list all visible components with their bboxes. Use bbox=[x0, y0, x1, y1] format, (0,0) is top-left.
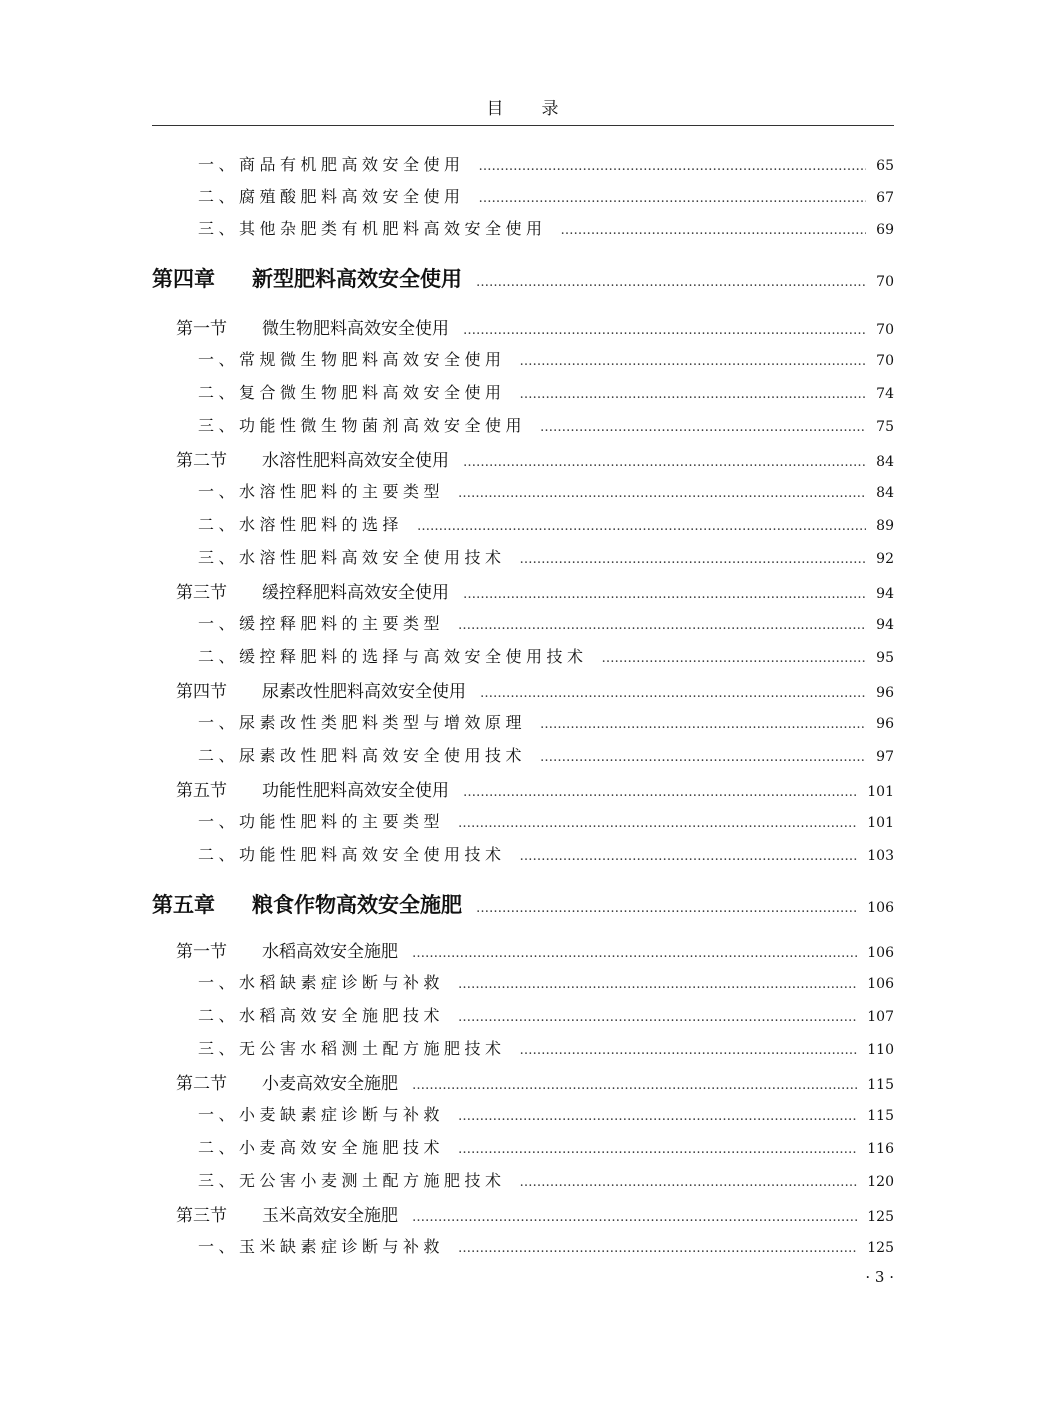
toc-entry-label: 一、尿素改性类肥料类型与增效原理 bbox=[198, 713, 527, 732]
toc-entry-label bbox=[176, 314, 449, 339]
toc-entry-label: 二、功能性肥料高效安全使用技术 bbox=[198, 845, 506, 864]
toc-entry-number: 第二节 bbox=[176, 1074, 227, 1094]
dot-leader bbox=[463, 323, 866, 338]
toc-page-number: 94 bbox=[876, 617, 894, 633]
toc-page-number: 75 bbox=[876, 419, 894, 435]
toc-page-number: 70 bbox=[876, 322, 894, 338]
toc-page-number: 101 bbox=[867, 815, 894, 831]
toc-entry-label: 二、尿素改性肥料高效安全使用技术 bbox=[198, 746, 527, 765]
toc-entry-title: 水稻高效安全施肥 bbox=[262, 942, 398, 962]
toc-page-number: 92 bbox=[876, 551, 894, 567]
toc-page-number: 97 bbox=[876, 749, 894, 765]
toc-item-row[interactable] bbox=[198, 413, 894, 436]
toc-page-number: 106 bbox=[867, 945, 894, 961]
toc-page-number: 70 bbox=[876, 353, 894, 369]
toc-section-row[interactable] bbox=[176, 937, 894, 962]
toc-section-row[interactable] bbox=[176, 677, 894, 702]
toc-entry-title: 玉米高效安全施肥 bbox=[262, 1206, 398, 1226]
dot-leader bbox=[479, 159, 867, 174]
toc-entry-label: 一、常规微生物肥料高效安全使用 bbox=[198, 350, 506, 369]
toc-entry-label: 三、无公害小麦测土配方施肥技术 bbox=[198, 1171, 506, 1190]
toc-entry-number: 第一节 bbox=[176, 319, 227, 339]
toc-section-row[interactable] bbox=[176, 1069, 894, 1094]
toc-page-number: 125 bbox=[867, 1209, 894, 1225]
dot-leader bbox=[458, 618, 866, 633]
toc-item-row[interactable] bbox=[198, 1168, 894, 1191]
toc-entry-title: 小麦高效安全施肥 bbox=[262, 1074, 398, 1094]
toc-entry-label bbox=[176, 446, 449, 471]
toc-item-row[interactable] bbox=[198, 545, 894, 568]
toc-entry-label bbox=[176, 1069, 398, 1094]
toc-item-row[interactable] bbox=[198, 1234, 894, 1257]
toc-chapter-row[interactable] bbox=[152, 263, 894, 293]
toc-page-number: 107 bbox=[867, 1009, 894, 1025]
dot-leader bbox=[458, 1010, 857, 1025]
toc-section-row[interactable] bbox=[176, 776, 894, 801]
toc-page-number: 69 bbox=[876, 222, 894, 238]
toc-item-row[interactable] bbox=[198, 479, 894, 502]
toc-item-row[interactable] bbox=[198, 152, 894, 175]
dot-leader bbox=[520, 354, 867, 369]
toc-entry-number: 第五章 bbox=[152, 893, 215, 917]
toc-page-number: 120 bbox=[867, 1174, 894, 1190]
dot-leader bbox=[458, 816, 857, 831]
toc-entry-title: 缓控释肥料高效安全使用 bbox=[262, 583, 449, 603]
toc-page-number: 65 bbox=[876, 158, 894, 174]
toc-entry-label: 三、其他杂肥类有机肥料高效安全使用 bbox=[198, 219, 547, 238]
toc-entry-label: 一、小麦缺素症诊断与补救 bbox=[198, 1105, 445, 1124]
toc-entry-label: 三、无公害水稻测土配方施肥技术 bbox=[198, 1039, 506, 1058]
toc-item-row[interactable] bbox=[198, 1135, 894, 1158]
dot-leader bbox=[602, 651, 867, 666]
dot-leader bbox=[412, 1210, 857, 1225]
dot-leader bbox=[463, 455, 866, 470]
toc-item-row[interactable] bbox=[198, 970, 894, 993]
toc-entry-label: 一、玉米缺素症诊断与补救 bbox=[198, 1237, 445, 1256]
toc-item-row[interactable] bbox=[198, 611, 894, 634]
toc-page-number: 106 bbox=[867, 976, 894, 992]
dot-leader bbox=[520, 552, 867, 567]
toc-page-number: 116 bbox=[867, 1141, 894, 1157]
toc-page-number: 96 bbox=[876, 685, 894, 701]
dot-leader bbox=[458, 1241, 857, 1256]
toc-entry-label bbox=[176, 937, 398, 962]
toc-item-row[interactable] bbox=[198, 1003, 894, 1026]
toc-page-number: 110 bbox=[867, 1042, 894, 1058]
toc-item-row[interactable] bbox=[198, 644, 894, 667]
page-number: · 3 · bbox=[865, 1268, 894, 1286]
toc-entry-label bbox=[176, 578, 449, 603]
toc-entry-number: 第一节 bbox=[176, 942, 227, 962]
toc-page-number: 84 bbox=[876, 454, 894, 470]
toc-entry-label: 一、功能性肥料的主要类型 bbox=[198, 812, 445, 831]
toc-page-number: 96 bbox=[876, 716, 894, 732]
toc-entry-title: 粮食作物高效安全施肥 bbox=[252, 893, 462, 917]
toc-entry-label: 一、缓控释肥料的主要类型 bbox=[198, 614, 445, 633]
toc-entry-label: 二、复合微生物肥料高效安全使用 bbox=[198, 383, 506, 402]
toc-page-number: 115 bbox=[867, 1108, 894, 1124]
dot-leader bbox=[463, 587, 866, 602]
toc-page-number: 67 bbox=[876, 190, 894, 206]
toc-entry-number: 第三节 bbox=[176, 583, 227, 603]
toc-entry-number: 第二节 bbox=[176, 451, 227, 471]
toc-entry-title: 水溶性肥料高效安全使用 bbox=[262, 451, 449, 471]
dot-leader bbox=[476, 275, 866, 290]
toc-entry-number: 第五节 bbox=[176, 781, 227, 801]
toc-entry-label: 一、水稻缺素症诊断与补救 bbox=[198, 973, 445, 992]
toc-entry-label: 二、水稻高效安全施肥技术 bbox=[198, 1006, 445, 1025]
toc-item-row[interactable] bbox=[198, 710, 894, 733]
dot-leader bbox=[458, 1142, 857, 1157]
toc-entry-label: 三、水溶性肥料高效安全使用技术 bbox=[198, 548, 506, 567]
toc-entry-label: 二、小麦高效安全施肥技术 bbox=[198, 1138, 445, 1157]
running-header-title: 目录 bbox=[486, 99, 597, 119]
toc-section-row[interactable] bbox=[176, 578, 894, 603]
toc-entry-label: 二、水溶性肥料的选择 bbox=[198, 515, 404, 534]
toc-page-number: 89 bbox=[876, 518, 894, 534]
toc-item-row[interactable] bbox=[198, 809, 894, 832]
toc-page-number: 101 bbox=[867, 784, 894, 800]
toc-page-number: 95 bbox=[876, 650, 894, 666]
toc-entry-title: 尿素改性肥料高效安全使用 bbox=[262, 682, 466, 702]
toc-entry-label bbox=[176, 776, 449, 801]
toc-entry-title: 新型肥料高效安全使用 bbox=[252, 267, 462, 291]
dot-leader bbox=[561, 223, 867, 238]
toc-entry-label: 二、腐殖酸肥料高效安全使用 bbox=[198, 187, 465, 206]
toc-entry-label bbox=[176, 677, 466, 702]
dot-leader bbox=[520, 849, 858, 864]
toc-entry-title: 功能性肥料高效安全使用 bbox=[262, 781, 449, 801]
dot-leader bbox=[540, 750, 866, 765]
dot-leader bbox=[463, 785, 857, 800]
toc-item-row[interactable] bbox=[198, 184, 894, 207]
toc-item-row[interactable] bbox=[198, 743, 894, 766]
toc-page-number: 125 bbox=[867, 1240, 894, 1256]
toc-page-number: 115 bbox=[867, 1077, 894, 1093]
toc-entry-label: 三、功能性微生物菌剂高效安全使用 bbox=[198, 416, 527, 435]
toc-page-number: 84 bbox=[876, 485, 894, 501]
dot-leader bbox=[480, 686, 866, 701]
toc-entry-number: 第四章 bbox=[152, 267, 215, 291]
dot-leader bbox=[540, 717, 866, 732]
dot-leader bbox=[417, 519, 866, 534]
toc-item-row[interactable] bbox=[198, 380, 894, 403]
toc-item-row[interactable] bbox=[198, 1102, 894, 1125]
dot-leader bbox=[540, 420, 866, 435]
toc-section-row[interactable] bbox=[176, 1201, 894, 1226]
toc-entry-label: 二、缓控释肥料的选择与高效安全使用技术 bbox=[198, 647, 588, 666]
toc-page-number: 106 bbox=[867, 900, 894, 916]
dot-leader bbox=[458, 1109, 857, 1124]
toc-page-number: 74 bbox=[876, 386, 894, 402]
toc-entry-label: 一、水溶性肥料的主要类型 bbox=[198, 482, 445, 501]
toc-entry-label: 一、商品有机肥高效安全使用 bbox=[198, 155, 465, 174]
toc-entry-number: 第四节 bbox=[176, 682, 227, 702]
toc-item-row[interactable] bbox=[198, 842, 894, 865]
toc-entry-number: 第三节 bbox=[176, 1206, 227, 1226]
toc-item-row[interactable] bbox=[198, 216, 894, 239]
dot-leader bbox=[520, 1043, 858, 1058]
toc-section-row[interactable] bbox=[176, 446, 894, 471]
toc-item-row[interactable] bbox=[198, 1036, 894, 1059]
toc-item-row[interactable] bbox=[198, 347, 894, 370]
toc-page-number: 70 bbox=[876, 274, 894, 290]
dot-leader bbox=[458, 486, 866, 501]
toc-item-row[interactable] bbox=[198, 512, 894, 535]
toc-chapter-row[interactable] bbox=[152, 889, 894, 919]
toc-entry-title: 微生物肥料高效安全使用 bbox=[262, 319, 449, 339]
dot-leader bbox=[520, 387, 867, 402]
dot-leader bbox=[476, 901, 857, 916]
dot-leader bbox=[412, 946, 857, 961]
toc-page-number: 94 bbox=[876, 586, 894, 602]
dot-leader bbox=[520, 1175, 858, 1190]
toc-entry-label bbox=[176, 1201, 398, 1226]
toc-entry-label bbox=[152, 889, 462, 919]
dot-leader bbox=[412, 1078, 857, 1093]
toc-entry-label bbox=[152, 263, 462, 293]
toc-section-row[interactable] bbox=[176, 314, 894, 339]
dot-leader bbox=[479, 191, 867, 206]
dot-leader bbox=[458, 977, 857, 992]
toc-page-number: 103 bbox=[867, 848, 894, 864]
